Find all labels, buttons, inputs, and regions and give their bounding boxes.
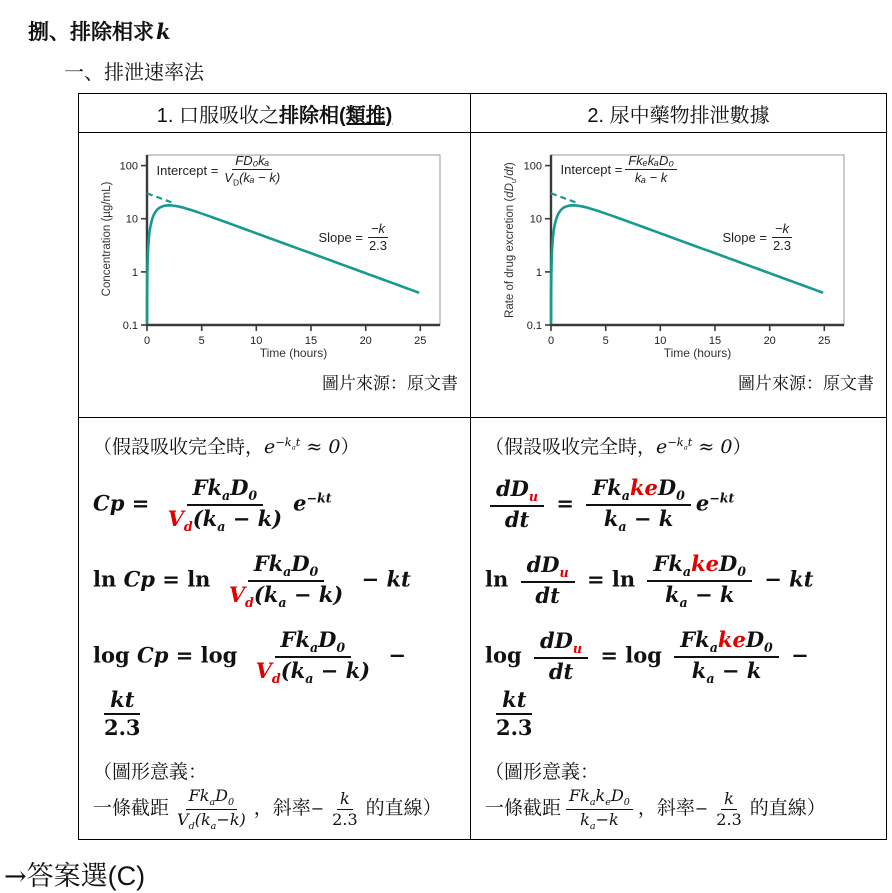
svg-text:1: 1 bbox=[131, 266, 138, 279]
header-text: 口服吸收之 bbox=[178, 104, 279, 127]
image-source-caption: 圖片來源：原文書 bbox=[738, 374, 874, 394]
formula-row bbox=[79, 418, 887, 840]
ln-ddu-dt-equation: ln $\frac{dD_u}{dt}$ = ln $\frac{Fk_akeD_0}{k_a - k}$ − kt bbox=[485, 550, 814, 610]
image-source-caption: 圖片來源：原文書 bbox=[322, 374, 458, 394]
slope-annotation: Slope = $\frac{-k}{2.3}$ bbox=[318, 221, 388, 254]
svg-text:10: 10 bbox=[653, 335, 666, 347]
urine-formulas-cell bbox=[471, 418, 887, 840]
graph-meaning-heading: （圖形意義： bbox=[485, 762, 600, 784]
svg-text:0.1: 0.1 bbox=[122, 320, 138, 332]
section-heading: 一、排泄速率法 bbox=[64, 62, 204, 84]
assumption-note: （假設吸收完全時，$e^{-k_at} \approx 0$） bbox=[93, 434, 360, 458]
log-cp-equation: log Cp = log $\frac{Fk_aD_0}{V_d(k_a - k)}$ − $\frac{kt}{2.3}$ bbox=[93, 626, 407, 740]
header-bold-text: 排除相 bbox=[278, 104, 339, 127]
svg-text:0.1: 0.1 bbox=[526, 320, 542, 332]
urine-chart-cell bbox=[471, 133, 887, 418]
svg-text:20: 20 bbox=[763, 335, 776, 347]
svg-text:15: 15 bbox=[304, 335, 317, 347]
assumption-note: （假設吸收完全時，$e^{-k_at} \approx 0$） bbox=[485, 434, 752, 458]
header-number: 2. bbox=[587, 104, 610, 127]
svg-text:25: 25 bbox=[817, 335, 830, 347]
svg-text:10: 10 bbox=[529, 213, 542, 226]
graph-meaning-line: 一條截距 $\frac{Fk_ak_eD_0}{k_a-k}$ ，斜率− $\frac{k}{2.3}$ 的直線） bbox=[485, 786, 826, 833]
arrow-icon: → bbox=[4, 861, 27, 893]
table-header-row bbox=[79, 94, 887, 133]
svg-text:100: 100 bbox=[119, 160, 138, 173]
chart-row bbox=[79, 133, 887, 418]
table-header-oral-absorption bbox=[79, 94, 471, 133]
answer-text: 答案選 bbox=[26, 861, 108, 893]
x-axis-label: Time (hours) bbox=[663, 346, 732, 360]
intercept-annotation: Intercept = $\frac{\text{FkₑkₐD₀}}{\text{kₐ − k}}$ bbox=[561, 153, 680, 187]
intercept-annotation: Intercept = $\frac{\text{FD₀kₐ}}{V_D(k_a - k)}$ bbox=[156, 153, 281, 188]
svg-text:5: 5 bbox=[198, 335, 205, 347]
svg-text:100: 100 bbox=[523, 160, 542, 173]
table-header-urinary-excretion bbox=[471, 94, 887, 133]
header-text: 尿中藥物排泄數據 bbox=[609, 104, 770, 127]
header-number: 1. bbox=[156, 104, 179, 127]
concentration-time-chart bbox=[95, 145, 455, 369]
comparison-table bbox=[78, 93, 887, 840]
page-title bbox=[28, 16, 892, 46]
svg-text:1: 1 bbox=[535, 266, 542, 279]
page-title-variable-k: k bbox=[156, 19, 171, 44]
excretion-rate-time-chart bbox=[499, 145, 859, 369]
y-axis-label: Rate of drug excretion $(dD_u/dt)$ bbox=[503, 162, 518, 318]
answer-line bbox=[4, 854, 892, 893]
cp-equation: Cp = $\frac{Fk_aD_0}{V_d(k_a - k)}$ $e^{-kt}$ bbox=[93, 475, 332, 535]
page-title-text: 捌、排除相求 bbox=[28, 21, 154, 44]
oral-formulas-cell bbox=[79, 418, 471, 840]
graph-meaning-heading: （圖形意義： bbox=[93, 762, 208, 784]
log-ddu-dt-equation: log $\frac{dD_u}{dt}$ = log $\frac{Fk_akeD_0}{k_a - k}$ − $\frac{kt}{2.3}$ bbox=[485, 626, 809, 740]
svg-text:0: 0 bbox=[143, 335, 150, 347]
y-axis-label: Concentration (µg/mL) bbox=[100, 181, 113, 297]
svg-text:5: 5 bbox=[602, 335, 609, 347]
svg-text:0: 0 bbox=[547, 335, 554, 347]
x-axis-label: Time (hours) bbox=[259, 346, 328, 360]
graph-meaning-line: 一條截距 $\frac{Fk_aD_0}{V_d(k_a-k)}$ ，斜率− $\frac{k}{2.3}$ 的直線） bbox=[93, 786, 442, 833]
answer-choice: (C) bbox=[107, 861, 146, 892]
svg-text:20: 20 bbox=[359, 335, 372, 347]
svg-text:10: 10 bbox=[249, 335, 262, 347]
slope-annotation: Slope = $\frac{-k}{2.3}$ bbox=[722, 221, 792, 254]
ln-cp-equation: ln Cp = ln $\frac{Fk_aD_0}{V_d(k_a - k)}$ − kt bbox=[93, 550, 411, 610]
ddu-dt-equation: $\frac{dD_u}{dt}$ = $\frac{Fk_akeD_0}{k_a - k}$ $e^{-kt}$ bbox=[485, 475, 874, 535]
svg-text:25: 25 bbox=[413, 335, 426, 347]
svg-text:10: 10 bbox=[125, 213, 138, 226]
svg-text:15: 15 bbox=[708, 335, 721, 347]
oral-chart-cell bbox=[79, 133, 471, 418]
header-underlined-text: (類推) bbox=[338, 104, 393, 127]
